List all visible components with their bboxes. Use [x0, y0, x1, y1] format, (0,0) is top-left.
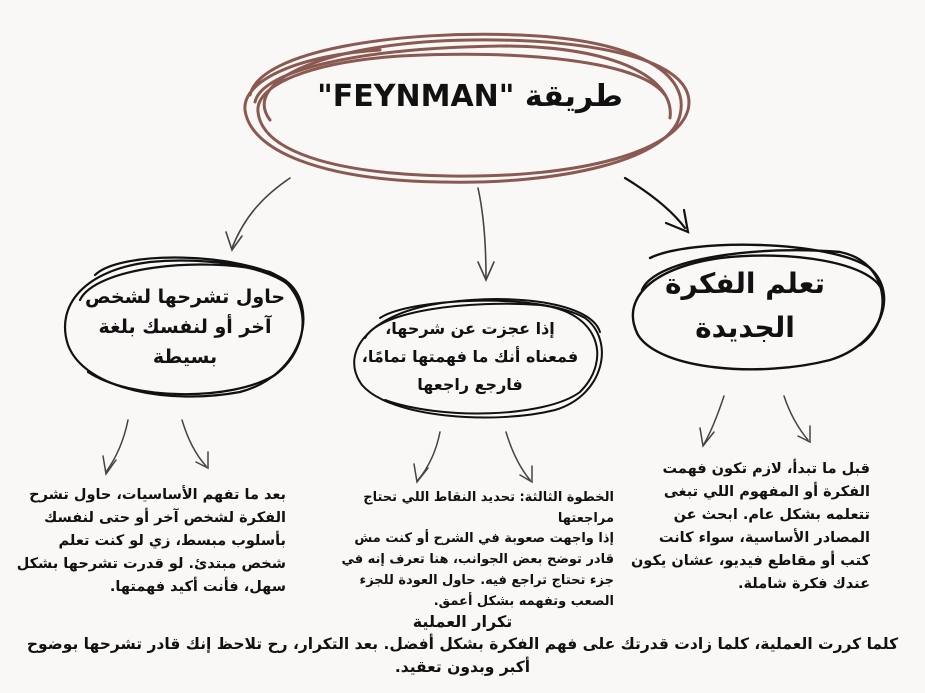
detail-learn-idea: قبل ما تبدأ، لازم تكون فهمت الفكرة أو المفهوم اللي تبغى تتعلمه بشكل عام. ابحث عن المصادر الأساسية، سواء كانت كتب أو مقاطع فيديو، عشان يكون عندك فكرة شاملة. [630, 461, 870, 592]
arrow-left-detail-2 [182, 420, 208, 468]
page-title: طريقة "FEYNMAN" [317, 79, 623, 114]
arrow-to-right-node [625, 178, 688, 232]
detail-review-gaps: إذا واجهت صعوبة في الشرح أو كنت مش قادر توضح بعض الجوانب، هنا تعرف إنه في جزء تحتاج تراجع فيه. حاول العودة للجزء الصعب وتفهمه بشكل أعمق. [341, 531, 614, 609]
arrow-to-left-node [226, 178, 290, 250]
node-explain-simply: حاول تشرحها لشخص آخر أو لنفسك بلغة بسيطة [84, 286, 286, 368]
arrow-middle-detail-2 [506, 432, 532, 482]
node-learn-idea: تعلم الفكرة الجديدة [665, 267, 825, 344]
footer-title: تكرار العملية [412, 612, 513, 631]
arrow-right-detail-1 [700, 396, 724, 446]
detail-explain-simply: بعد ما تفهم الأساسيات، حاول تشرح الفكرة لشخص آخر أو حتى لنفسك بأسلوب مبسط، زي لو كنت تعلم شخص مبتدئ. لو قدرت تشرحها بشكل سهل، فأنت أكيد فهمتها. [16, 487, 286, 595]
node-review-gaps: إذا عجزت عن شرحها، فمعناه أنك ما فهمتها تمامًا، فارجع راجعها [361, 319, 579, 394]
arrow-right-detail-2 [784, 396, 810, 442]
detail-step-three-heading: الخطوة الثالثة: تحديد النقاط اللي تحتاج مراجعتها [363, 490, 614, 526]
arrow-middle-detail-1 [414, 432, 440, 482]
arrow-to-middle-node [478, 188, 494, 280]
arrow-left-detail-1 [103, 420, 128, 474]
footer-text: كلما كررت العملية، كلما زادت قدرتك على فهم الفكرة بشكل أفضل. بعد التكرار، رح تلاحظ إنك قادر تشرحها بوضوح أكبر وبدون تعقيد. [26, 635, 899, 676]
